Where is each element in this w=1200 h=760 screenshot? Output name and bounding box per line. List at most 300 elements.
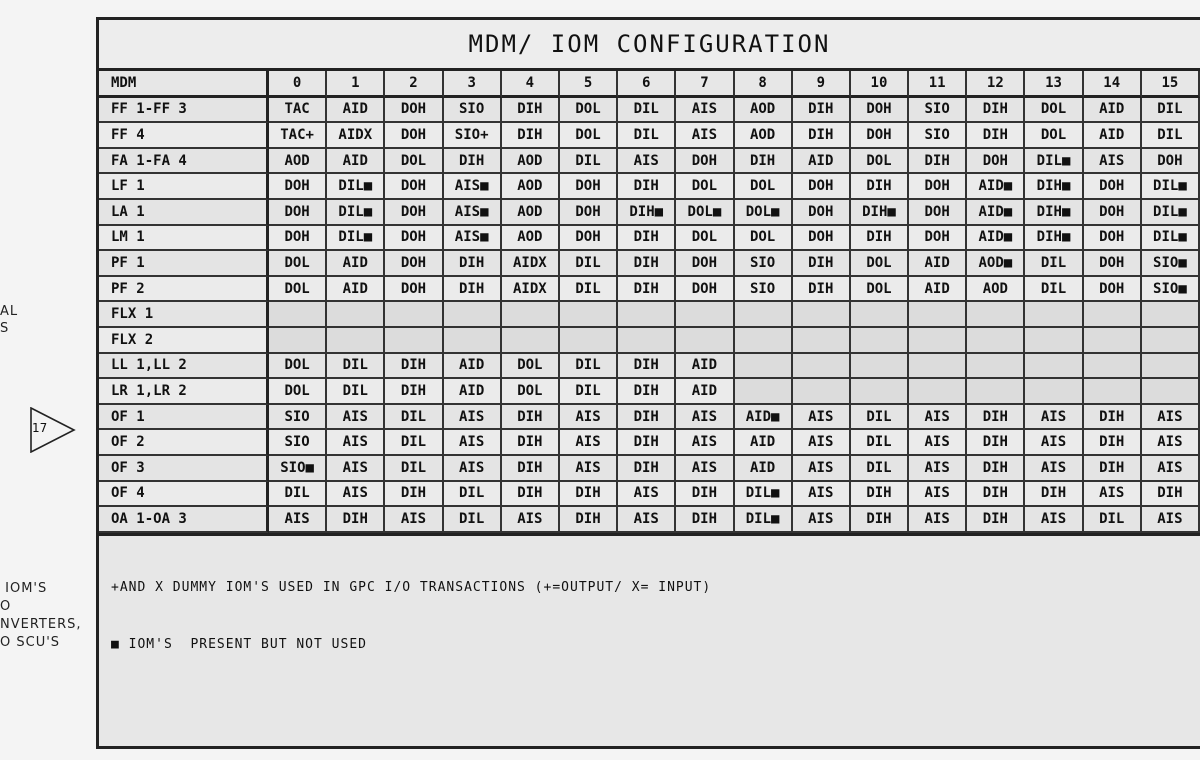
row-label: OF 1 xyxy=(99,405,269,431)
table-cell: AIS xyxy=(793,507,851,533)
column-header-11: 11 xyxy=(909,71,967,98)
table-cell xyxy=(909,302,967,328)
table-cell: DOL xyxy=(851,149,909,175)
table-cell: AIS xyxy=(1025,507,1083,533)
table-cell: DOL xyxy=(502,354,560,380)
revision-marker xyxy=(30,407,76,453)
table-cell: AIS xyxy=(560,430,618,456)
table-cell: DIH xyxy=(618,430,676,456)
table-cell: DIH xyxy=(735,149,793,175)
table-cell: DIL■ xyxy=(1142,174,1200,200)
table-cell: DIL xyxy=(560,354,618,380)
table-cell: AID xyxy=(444,379,502,405)
table-cell: AIS xyxy=(269,507,327,533)
table-cell: AIS xyxy=(1084,482,1142,508)
table-cell: DIL xyxy=(851,430,909,456)
margin-note-top: AL S xyxy=(0,304,19,336)
table-cell: DOH xyxy=(385,200,443,226)
footnotes xyxy=(99,533,1200,696)
table-row xyxy=(99,482,1200,508)
table-cell: AIS xyxy=(327,482,385,508)
table-cell: DIL■ xyxy=(1142,226,1200,252)
table-cell: SIO+ xyxy=(444,123,502,149)
table-cell: AIS xyxy=(560,456,618,482)
table-cell: DIL■ xyxy=(735,482,793,508)
table-cell: DOL xyxy=(676,226,734,252)
column-header-9: 9 xyxy=(793,71,851,98)
column-header-15: 15 xyxy=(1142,71,1200,98)
table-cell: AIS xyxy=(676,430,734,456)
row-label: OF 4 xyxy=(99,482,269,508)
table-cell: DOH xyxy=(269,200,327,226)
table-cell: AID xyxy=(327,98,385,124)
table-cell: DIH xyxy=(502,98,560,124)
table-cell: AID■ xyxy=(735,405,793,431)
column-header-6: 6 xyxy=(618,71,676,98)
table-row xyxy=(99,430,1200,456)
table-cell: AOD xyxy=(502,200,560,226)
table-cell xyxy=(676,328,734,354)
table-cell: DIH xyxy=(618,277,676,303)
table-cell: AIS■ xyxy=(444,174,502,200)
table-cell: DIH xyxy=(1084,430,1142,456)
table-cell: DIH xyxy=(967,507,1025,533)
table-cell xyxy=(793,379,851,405)
table-cell: DOH xyxy=(793,200,851,226)
table-cell: AIS xyxy=(1142,456,1200,482)
table-cell: AIS xyxy=(676,405,734,431)
table-cell: DIH xyxy=(618,226,676,252)
table-row xyxy=(99,379,1200,405)
table-cell xyxy=(851,379,909,405)
column-header-4: 4 xyxy=(502,71,560,98)
table-cell: DIL xyxy=(444,507,502,533)
table-cell xyxy=(967,354,1025,380)
table-cell: DOL xyxy=(269,251,327,277)
row-label: LA 1 xyxy=(99,200,269,226)
table-cell: DIL xyxy=(618,123,676,149)
table-cell: AID xyxy=(444,354,502,380)
table-cell xyxy=(1025,328,1083,354)
table-cell: DOL xyxy=(269,277,327,303)
table-cell: AIS xyxy=(618,507,676,533)
table-cell: DIL xyxy=(327,354,385,380)
table-cell: DOH xyxy=(1142,149,1200,175)
table-cell xyxy=(735,379,793,405)
table-cell: DOL xyxy=(269,354,327,380)
table-cell: DIH xyxy=(967,456,1025,482)
table-cell xyxy=(1025,354,1083,380)
table-cell xyxy=(909,379,967,405)
table-cell: AIS xyxy=(909,456,967,482)
table-cell: DIH■ xyxy=(851,200,909,226)
table-cell: DIL xyxy=(385,456,443,482)
row-label: LF 1 xyxy=(99,174,269,200)
table-cell: DIL■ xyxy=(1025,149,1083,175)
table-cell: DIH xyxy=(560,507,618,533)
table-cell: DOL xyxy=(385,149,443,175)
table-cell: DIH xyxy=(618,456,676,482)
table-cell: AID xyxy=(327,251,385,277)
table-cell: DOH xyxy=(560,226,618,252)
table-cell: AID xyxy=(327,277,385,303)
table-cell xyxy=(1025,379,1083,405)
row-label: OA 1-OA 3 xyxy=(99,507,269,533)
table-cell: DIL xyxy=(1025,251,1083,277)
table-row xyxy=(99,302,1200,328)
table-cell: DIL xyxy=(385,430,443,456)
table-cell: DOH xyxy=(793,174,851,200)
table-cell: AIS xyxy=(909,482,967,508)
table-cell: DIH xyxy=(618,405,676,431)
table-cell: DIH xyxy=(851,226,909,252)
table-cell xyxy=(1142,379,1200,405)
table-cell: AOD xyxy=(502,174,560,200)
table-cell: DIL■ xyxy=(327,226,385,252)
row-label: OF 3 xyxy=(99,456,269,482)
column-header-14: 14 xyxy=(1084,71,1142,98)
column-header-8: 8 xyxy=(735,71,793,98)
table-cell: AIS xyxy=(1025,456,1083,482)
table-cell: DIH xyxy=(1084,456,1142,482)
table-cell xyxy=(502,302,560,328)
table-cell: DIH xyxy=(967,98,1025,124)
table-row xyxy=(99,277,1200,303)
table-cell xyxy=(1084,328,1142,354)
table-cell: AID■ xyxy=(967,200,1025,226)
table-cell xyxy=(269,302,327,328)
table-cell: SIO xyxy=(735,277,793,303)
marker-number: 17 xyxy=(32,421,48,435)
table-cell: DIH xyxy=(502,456,560,482)
table-cell xyxy=(967,379,1025,405)
table-cell: AIDX xyxy=(502,251,560,277)
table-cell xyxy=(502,328,560,354)
table-cell: DOL xyxy=(1025,123,1083,149)
table-cell: DOL xyxy=(560,123,618,149)
table-cell xyxy=(1142,328,1200,354)
table-cell: AID■ xyxy=(967,174,1025,200)
table-cell xyxy=(269,328,327,354)
table-cell: DOL xyxy=(735,226,793,252)
table-cell: DOL xyxy=(851,277,909,303)
table-cell: AOD■ xyxy=(967,251,1025,277)
table-row xyxy=(99,98,1200,124)
table-cell: DOH xyxy=(909,226,967,252)
table-cell: DOH xyxy=(269,226,327,252)
table-cell: SIO■ xyxy=(269,456,327,482)
table-row xyxy=(99,123,1200,149)
table-cell xyxy=(793,302,851,328)
table-cell: AIS xyxy=(444,430,502,456)
table-cell: AIS xyxy=(1142,507,1200,533)
table-cell xyxy=(967,302,1025,328)
row-label: FLX 1 xyxy=(99,302,269,328)
table-cell: DIH xyxy=(327,507,385,533)
configuration-table-frame xyxy=(96,17,1200,749)
column-header-10: 10 xyxy=(851,71,909,98)
column-header-12: 12 xyxy=(967,71,1025,98)
table-cell: DOH xyxy=(1084,174,1142,200)
table-cell: AIDX xyxy=(502,277,560,303)
table-cell: SIO xyxy=(735,251,793,277)
table-cell: AIDX xyxy=(327,123,385,149)
table-cell: DIH xyxy=(676,482,734,508)
column-header-mdm: MDM xyxy=(99,71,269,98)
table-row xyxy=(99,405,1200,431)
row-label: LR 1,LR 2 xyxy=(99,379,269,405)
table-cell: DOH xyxy=(385,226,443,252)
table-cell: DIH xyxy=(1025,482,1083,508)
column-header-0: 0 xyxy=(269,71,327,98)
table-cell: DOH xyxy=(269,174,327,200)
table-cell xyxy=(1142,302,1200,328)
table-cell xyxy=(909,328,967,354)
table-cell: DIL■ xyxy=(735,507,793,533)
column-header-5: 5 xyxy=(560,71,618,98)
table-cell: DOH xyxy=(967,149,1025,175)
table-cell: DOL■ xyxy=(676,200,734,226)
table-cell: SIO■ xyxy=(1142,277,1200,303)
table-cell: DOL xyxy=(502,379,560,405)
table-cell: AID xyxy=(909,251,967,277)
table-cell xyxy=(327,302,385,328)
row-label: OF 2 xyxy=(99,430,269,456)
table-cell: AIS■ xyxy=(444,226,502,252)
table-cell: DIH■ xyxy=(1025,200,1083,226)
table-cell: DIH xyxy=(967,430,1025,456)
table-cell: AIS xyxy=(1025,405,1083,431)
table-cell: DOH xyxy=(793,226,851,252)
table-cell: AIS xyxy=(676,123,734,149)
table-cell: DIL xyxy=(444,482,502,508)
table-cell: AOD xyxy=(502,226,560,252)
table-cell: AIS xyxy=(327,456,385,482)
table-cell: DIL xyxy=(618,98,676,124)
table-cell xyxy=(967,328,1025,354)
table-cell: DOH xyxy=(851,123,909,149)
table-cell: SIO xyxy=(269,430,327,456)
table-cell: SIO xyxy=(269,405,327,431)
table-cell: DIH xyxy=(1142,482,1200,508)
table-cell: DOH xyxy=(385,174,443,200)
table-cell: DIL xyxy=(1142,123,1200,149)
table-cell: AID xyxy=(1084,98,1142,124)
column-header-13: 13 xyxy=(1025,71,1083,98)
row-label: FF 1-FF 3 xyxy=(99,98,269,124)
table-cell: DIH■ xyxy=(1025,226,1083,252)
table-cell: AIS xyxy=(676,98,734,124)
table-cell xyxy=(444,328,502,354)
row-label: FF 4 xyxy=(99,123,269,149)
table-cell xyxy=(560,328,618,354)
table-cell: DOH xyxy=(385,251,443,277)
table-cell: AOD xyxy=(967,277,1025,303)
table-cell: DIL■ xyxy=(327,174,385,200)
table-cell: DIL xyxy=(327,379,385,405)
table-cell xyxy=(735,302,793,328)
table-cell: DIH xyxy=(967,482,1025,508)
table-cell: DIL xyxy=(1084,507,1142,533)
table-cell: SIO xyxy=(444,98,502,124)
table-cell xyxy=(851,328,909,354)
table-row xyxy=(99,226,1200,252)
table-cell: DIH xyxy=(385,482,443,508)
table-cell: DIH xyxy=(618,174,676,200)
table-cell: DOH xyxy=(385,277,443,303)
row-label: PF 2 xyxy=(99,277,269,303)
table-cell: DIH xyxy=(502,430,560,456)
table-cell: DOH xyxy=(1084,200,1142,226)
table-cell: AOD xyxy=(735,98,793,124)
table-cell: DOH xyxy=(1084,277,1142,303)
header-row xyxy=(99,71,1200,98)
table-cell: AIS xyxy=(444,456,502,482)
table-cell: DIL xyxy=(851,456,909,482)
table-cell: AIS xyxy=(618,149,676,175)
table-cell: DOH xyxy=(560,200,618,226)
table-cell: AID xyxy=(676,354,734,380)
table-cell xyxy=(793,354,851,380)
table-row xyxy=(99,507,1200,533)
row-label: LL 1,LL 2 xyxy=(99,354,269,380)
table-cell: DOH xyxy=(676,251,734,277)
table-cell: AID xyxy=(1084,123,1142,149)
table-cell: DIH xyxy=(444,277,502,303)
table-cell: DIH xyxy=(502,482,560,508)
table-cell xyxy=(1084,379,1142,405)
table-title: MDM/ IOM CONFIGURATION xyxy=(99,20,1200,71)
table-cell: AIS xyxy=(1084,149,1142,175)
table-row xyxy=(99,174,1200,200)
table-cell: DIH xyxy=(618,251,676,277)
table-row xyxy=(99,251,1200,277)
table-cell: DIH xyxy=(385,354,443,380)
table-cell: DIL xyxy=(560,277,618,303)
table-cell: DIH xyxy=(967,123,1025,149)
table-cell: DIL■ xyxy=(327,200,385,226)
table-cell: DIH xyxy=(1084,405,1142,431)
table-cell: DIH xyxy=(444,251,502,277)
table-cell xyxy=(735,354,793,380)
table-cell: AIS xyxy=(793,456,851,482)
table-cell xyxy=(327,328,385,354)
table-cell: AIS xyxy=(1142,430,1200,456)
table-row xyxy=(99,200,1200,226)
table-cell: DOH xyxy=(1084,226,1142,252)
table-cell: TAC xyxy=(269,98,327,124)
table-cell: AID xyxy=(735,430,793,456)
table-row xyxy=(99,456,1200,482)
table-cell: TAC+ xyxy=(269,123,327,149)
table-cell: AOD xyxy=(735,123,793,149)
table-cell: DIH xyxy=(967,405,1025,431)
table-cell: DIH xyxy=(793,277,851,303)
table-cell: DOH xyxy=(1084,251,1142,277)
table-cell: AIS xyxy=(1142,405,1200,431)
table-cell xyxy=(1025,302,1083,328)
table-cell: AIS xyxy=(444,405,502,431)
table-cell: DIH xyxy=(851,482,909,508)
table-cell: DIH■ xyxy=(618,200,676,226)
table-cell: AIS xyxy=(327,430,385,456)
table-cell xyxy=(735,328,793,354)
table-cell: DIL xyxy=(385,405,443,431)
table-cell: AID xyxy=(327,149,385,175)
table-cell: DIH xyxy=(851,174,909,200)
table-cell: AIS xyxy=(327,405,385,431)
column-header-2: 2 xyxy=(385,71,443,98)
table-cell: AID■ xyxy=(967,226,1025,252)
footnote-dummy-ioms: +AND X DUMMY IOM'S USED IN GPC I/O TRANSACTIONS (+=OUTPUT/ X= INPUT) xyxy=(111,579,712,595)
table-cell: AIS xyxy=(385,507,443,533)
mdm-iom-table xyxy=(99,71,1200,533)
table-cell: AID xyxy=(909,277,967,303)
row-label: FA 1-FA 4 xyxy=(99,149,269,175)
table-cell: AIS xyxy=(909,507,967,533)
table-cell: SIO xyxy=(909,123,967,149)
footnote-unused-ioms: ■ IOM'S PRESENT BUT NOT USED xyxy=(111,636,367,652)
table-cell xyxy=(618,302,676,328)
table-cell: DIH xyxy=(909,149,967,175)
table-cell: DOL■ xyxy=(735,200,793,226)
table-cell xyxy=(385,302,443,328)
table-row xyxy=(99,354,1200,380)
margin-note-bottom: IOM'S O NVERTERS, O SCU'S xyxy=(0,581,82,650)
column-header-7: 7 xyxy=(676,71,734,98)
table-cell: DOH xyxy=(909,174,967,200)
table-cell: DIH xyxy=(618,379,676,405)
column-header-3: 3 xyxy=(444,71,502,98)
table-cell xyxy=(560,302,618,328)
table-cell: SIO xyxy=(909,98,967,124)
table-cell: AIS xyxy=(560,405,618,431)
table-cell: DOH xyxy=(676,149,734,175)
table-row xyxy=(99,328,1200,354)
table-cell xyxy=(676,302,734,328)
table-cell: AID xyxy=(793,149,851,175)
table-cell: DIH xyxy=(618,354,676,380)
table-cell: DOH xyxy=(385,123,443,149)
table-cell: DOL xyxy=(851,251,909,277)
table-cell: AID xyxy=(735,456,793,482)
row-label: PF 1 xyxy=(99,251,269,277)
table-cell: DOH xyxy=(851,98,909,124)
table-cell: DOH xyxy=(909,200,967,226)
table-cell: AIS xyxy=(618,482,676,508)
table-cell: DOH xyxy=(676,277,734,303)
table-cell: AIS xyxy=(502,507,560,533)
table-cell: DOL xyxy=(560,98,618,124)
table-cell: AIS xyxy=(793,430,851,456)
table-cell: AIS xyxy=(793,405,851,431)
table-cell: DIH xyxy=(502,123,560,149)
table-cell: DIH xyxy=(793,251,851,277)
table-cell: DIH xyxy=(560,482,618,508)
table-cell: DIL xyxy=(1142,98,1200,124)
table-cell: DIL xyxy=(560,251,618,277)
table-cell: DIL■ xyxy=(1142,200,1200,226)
table-cell: DOL xyxy=(735,174,793,200)
table-cell xyxy=(851,354,909,380)
table-cell: DIH xyxy=(793,123,851,149)
table-cell: AID xyxy=(676,379,734,405)
row-label: FLX 2 xyxy=(99,328,269,354)
table-cell: DIH xyxy=(793,98,851,124)
table-cell: AIS xyxy=(909,405,967,431)
table-cell: DIH xyxy=(851,507,909,533)
table-cell: DIL xyxy=(269,482,327,508)
